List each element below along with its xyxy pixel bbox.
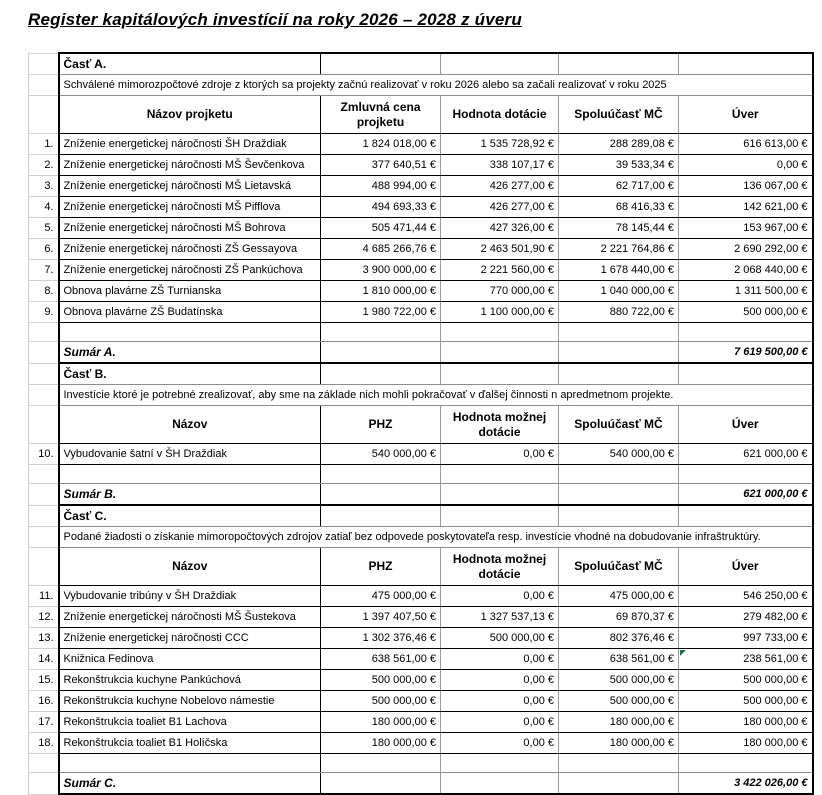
column-header: Úver <box>679 406 813 444</box>
section-description: Schválené mimorozpočtové zdroje z ktorých sa projekty začnú realizovať v roku 2026 alebo sa začali realizovať v roku 2025 <box>59 75 813 96</box>
empty-cell <box>441 342 559 364</box>
value-cell: 2 068 440,00 € <box>679 260 813 281</box>
value-cell: 180 000,00 € <box>679 733 813 754</box>
spacer-row <box>29 465 813 484</box>
row-number-gutter <box>29 465 59 484</box>
value-cell: 136 067,00 € <box>679 176 813 197</box>
project-name-cell: Vybudovanie tribúny v ŠH Draždiak <box>59 586 321 607</box>
value-cell: 69 870,37 € <box>559 607 679 628</box>
table-row <box>29 281 813 302</box>
value-cell: 494 693,33 € <box>321 197 441 218</box>
value-cell: 1 824 018,00 € <box>321 134 441 155</box>
column-header: Zmluvná cena projketu <box>321 96 441 134</box>
column-header: Názov <box>59 548 321 586</box>
section-part-row <box>29 53 813 75</box>
section-part-row <box>29 363 813 385</box>
empty-cell <box>321 323 441 342</box>
value-cell: 880 722,00 € <box>559 302 679 323</box>
column-header: Názov projketu <box>59 96 321 134</box>
value-cell: 540 000,00 € <box>559 444 679 465</box>
row-number: 18. <box>29 733 59 754</box>
table-row <box>29 134 813 155</box>
summary-row <box>29 484 813 506</box>
empty-cell <box>679 323 813 342</box>
empty-cell <box>559 323 679 342</box>
value-cell: 0,00 € <box>441 586 559 607</box>
summary-value: 3 422 026,00 € <box>679 773 813 795</box>
value-cell: 505 471,44 € <box>321 218 441 239</box>
value-cell: 638 561,00 € <box>559 649 679 670</box>
value-cell: 3 900 000,00 € <box>321 260 441 281</box>
row-number-gutter <box>29 342 59 364</box>
row-number-gutter <box>29 754 59 773</box>
project-name-cell: Zníženie energetickej náročnosti ŠH Draždiak <box>59 134 321 155</box>
column-header-row <box>29 406 813 444</box>
table-row <box>29 712 813 733</box>
value-cell: 180 000,00 € <box>559 733 679 754</box>
column-header: PHZ <box>321 548 441 586</box>
value-cell: 2 463 501,90 € <box>441 239 559 260</box>
table-row <box>29 197 813 218</box>
project-name-cell: Zníženie energetickej náročnosti CCC <box>59 628 321 649</box>
value-cell: 540 000,00 € <box>321 444 441 465</box>
empty-cell <box>679 754 813 773</box>
value-cell: 39 533,34 € <box>559 155 679 176</box>
empty-cell <box>559 363 679 385</box>
project-name-cell: Obnova plavárne ZŠ Turnianska <box>59 281 321 302</box>
column-header: Hodnota možnej dotácie <box>441 548 559 586</box>
value-cell: 546 250,00 € <box>679 586 813 607</box>
section-description-row <box>29 527 813 548</box>
table-row <box>29 670 813 691</box>
table-row <box>29 607 813 628</box>
row-number: 4. <box>29 197 59 218</box>
row-number-gutter <box>29 53 59 75</box>
value-cell: 616 613,00 € <box>679 134 813 155</box>
value-cell: 426 277,00 € <box>441 176 559 197</box>
project-name-cell: Obnova plavárne ZŠ Budatínska <box>59 302 321 323</box>
value-cell: 475 000,00 € <box>559 586 679 607</box>
table-row <box>29 733 813 754</box>
value-cell: 4 685 266,76 € <box>321 239 441 260</box>
row-number: 14. <box>29 649 59 670</box>
row-number-gutter <box>29 363 59 385</box>
value-cell: 2 221 764,86 € <box>559 239 679 260</box>
empty-cell <box>679 465 813 484</box>
value-cell: 153 967,00 € <box>679 218 813 239</box>
row-number: 6. <box>29 239 59 260</box>
value-cell: 0,00 € <box>679 155 813 176</box>
spacer-row <box>29 323 813 342</box>
project-name-cell: Zníženie energetickej náročnosti ZŠ Pankúchova <box>59 260 321 281</box>
page-title: Register kapitálových investícií na roky 2026 – 2028 z úveru <box>28 10 522 29</box>
row-number: 9. <box>29 302 59 323</box>
empty-cell <box>559 342 679 364</box>
row-number: 1. <box>29 134 59 155</box>
project-name-cell: Rekonštrukcia toaliet B1 Lachova <box>59 712 321 733</box>
value-cell: 500 000,00 € <box>679 691 813 712</box>
column-header: Spoluúčasť MČ <box>559 548 679 586</box>
value-cell: 180 000,00 € <box>679 712 813 733</box>
value-cell: 500 000,00 € <box>559 670 679 691</box>
cell-comment-marker-icon <box>680 650 686 656</box>
row-number: 8. <box>29 281 59 302</box>
empty-cell <box>321 754 441 773</box>
project-name-cell: Zníženie energetickej náročnosti MŠ Pifflova <box>59 197 321 218</box>
row-number: 16. <box>29 691 59 712</box>
column-header: Hodnota možnej dotácie <box>441 406 559 444</box>
empty-cell <box>559 505 679 527</box>
summary-value: 7 619 500,00 € <box>679 342 813 364</box>
empty-cell <box>321 342 441 364</box>
value-cell: 180 000,00 € <box>559 712 679 733</box>
row-number: 17. <box>29 712 59 733</box>
value-cell: 621 000,00 € <box>679 444 813 465</box>
empty-cell <box>559 53 679 75</box>
value-cell: 2 690 292,00 € <box>679 239 813 260</box>
row-number: 3. <box>29 176 59 197</box>
empty-cell <box>321 484 441 506</box>
project-name-cell: Zníženie energetickej náročnosti MŠ Ševčenkova <box>59 155 321 176</box>
project-name-cell: Zníženie energetickej náročnosti MŠ Bohrova <box>59 218 321 239</box>
empty-cell <box>59 754 321 773</box>
row-number-gutter <box>29 75 59 96</box>
column-header: Úver <box>679 96 813 134</box>
register-table <box>28 52 814 795</box>
value-cell: 500 000,00 € <box>559 691 679 712</box>
row-number-gutter <box>29 484 59 506</box>
row-number-gutter <box>29 505 59 527</box>
empty-cell <box>59 323 321 342</box>
empty-cell <box>441 363 559 385</box>
value-cell: 0,00 € <box>441 444 559 465</box>
value-cell: 500 000,00 € <box>321 670 441 691</box>
value-cell: 426 277,00 € <box>441 197 559 218</box>
row-number-gutter <box>29 323 59 342</box>
value-cell: 427 326,00 € <box>441 218 559 239</box>
empty-cell <box>441 773 559 795</box>
value-cell: 770 000,00 € <box>441 281 559 302</box>
value-cell: 1 397 407,50 € <box>321 607 441 628</box>
empty-cell <box>559 484 679 506</box>
table-row <box>29 649 813 670</box>
value-cell: 0,00 € <box>441 733 559 754</box>
value-cell: 0,00 € <box>441 670 559 691</box>
section-part-label: Časť B. <box>59 363 321 385</box>
value-cell: 1 678 440,00 € <box>559 260 679 281</box>
section-description: Investície ktoré je potrebné zrealizovať, aby sme na základe nich mohli pokračovať v ďalšej činnosti n apredmetnom projekte. <box>59 385 813 406</box>
summary-label: Sumár C. <box>59 773 321 795</box>
value-cell: 1 302 376,46 € <box>321 628 441 649</box>
summary-row <box>29 342 813 364</box>
register-table-body <box>29 53 813 794</box>
column-header: Úver <box>679 548 813 586</box>
table-row <box>29 444 813 465</box>
column-header: Spoluúčasť MČ <box>559 96 679 134</box>
empty-cell <box>441 754 559 773</box>
value-cell: 377 640,51 € <box>321 155 441 176</box>
empty-cell <box>441 323 559 342</box>
value-cell: 1 535 728,92 € <box>441 134 559 155</box>
value-cell: 1 100 000,00 € <box>441 302 559 323</box>
empty-cell <box>321 505 441 527</box>
empty-cell <box>321 363 441 385</box>
row-number-gutter <box>29 548 59 586</box>
table-row <box>29 586 813 607</box>
empty-cell <box>321 53 441 75</box>
row-number: 10. <box>29 444 59 465</box>
column-header: Spoluúčasť MČ <box>559 406 679 444</box>
value-cell: 0,00 € <box>441 712 559 733</box>
value-cell: 2 221 560,00 € <box>441 260 559 281</box>
table-row <box>29 691 813 712</box>
project-name-cell: Rekonštrukcia kuchyne Pankúchová <box>59 670 321 691</box>
value-cell: 500 000,00 € <box>321 691 441 712</box>
table-row <box>29 218 813 239</box>
column-header: PHZ <box>321 406 441 444</box>
project-name-cell: Vybudovanie šatní v ŠH Draždiak <box>59 444 321 465</box>
table-row <box>29 239 813 260</box>
row-number: 7. <box>29 260 59 281</box>
value-cell: 180 000,00 € <box>321 733 441 754</box>
column-header-row <box>29 548 813 586</box>
row-number: 13. <box>29 628 59 649</box>
table-row <box>29 302 813 323</box>
value-cell: 1 980 722,00 € <box>321 302 441 323</box>
empty-cell <box>679 505 813 527</box>
row-number: 11. <box>29 586 59 607</box>
row-number-gutter <box>29 385 59 406</box>
empty-cell <box>59 465 321 484</box>
project-name-cell: Rekonštrukcia toaliet B1 Holíčska <box>59 733 321 754</box>
value-cell: 1 327 537,13 € <box>441 607 559 628</box>
table-row <box>29 260 813 281</box>
value-cell: 62 717,00 € <box>559 176 679 197</box>
value-cell: 338 107,17 € <box>441 155 559 176</box>
project-name-cell: Zníženie energetickej náročnosti MŠ Šustekova <box>59 607 321 628</box>
summary-row <box>29 773 813 795</box>
value-cell: 802 376,46 € <box>559 628 679 649</box>
value-cell: 238 561,00 € <box>679 649 813 670</box>
section-part-label: Časť C. <box>59 505 321 527</box>
empty-cell <box>441 465 559 484</box>
empty-cell <box>559 773 679 795</box>
empty-cell <box>441 53 559 75</box>
value-cell: 180 000,00 € <box>321 712 441 733</box>
value-cell: 500 000,00 € <box>679 302 813 323</box>
section-description-row <box>29 385 813 406</box>
empty-cell <box>441 484 559 506</box>
value-cell: 288 289,08 € <box>559 134 679 155</box>
section-description-row <box>29 75 813 96</box>
value-cell: 997 733,00 € <box>679 628 813 649</box>
value-cell: 0,00 € <box>441 691 559 712</box>
table-row <box>29 628 813 649</box>
row-number-gutter <box>29 773 59 795</box>
project-name-cell: Rekonštrukcia kuchyne Nobelovo námestie <box>59 691 321 712</box>
value-cell: 488 994,00 € <box>321 176 441 197</box>
empty-cell <box>679 363 813 385</box>
row-number: 12. <box>29 607 59 628</box>
table-row <box>29 176 813 197</box>
row-number-gutter <box>29 406 59 444</box>
value-cell: 0,00 € <box>441 649 559 670</box>
column-header: Názov <box>59 406 321 444</box>
value-cell: 500 000,00 € <box>441 628 559 649</box>
project-name-cell: Zníženie energetickej náročnosti MŠ Lietavská <box>59 176 321 197</box>
empty-cell <box>321 773 441 795</box>
empty-cell <box>321 465 441 484</box>
value-cell: 142 621,00 € <box>679 197 813 218</box>
empty-cell <box>559 465 679 484</box>
section-part-label: Časť A. <box>59 53 321 75</box>
summary-value: 621 000,00 € <box>679 484 813 506</box>
section-description: Podané žiadosti o získanie mimoropočtových zdrojov zatiaľ bez odpovede poskytovateľa resp. investície vhodné na dobudovanie infraštruktúry. <box>59 527 813 548</box>
value-cell: 475 000,00 € <box>321 586 441 607</box>
section-part-row <box>29 505 813 527</box>
value-cell: 1 810 000,00 € <box>321 281 441 302</box>
project-name-cell: Zníženie energetickej náročnosti ZŠ Gessayova <box>59 239 321 260</box>
row-number: 2. <box>29 155 59 176</box>
value-cell: 1 040 000,00 € <box>559 281 679 302</box>
value-cell: 638 561,00 € <box>321 649 441 670</box>
value-cell: 68 416,33 € <box>559 197 679 218</box>
table-row <box>29 155 813 176</box>
spacer-row <box>29 754 813 773</box>
value-cell: 500 000,00 € <box>679 670 813 691</box>
column-header: Hodnota dotácie <box>441 96 559 134</box>
value-cell: 279 482,00 € <box>679 607 813 628</box>
empty-cell <box>679 53 813 75</box>
project-name-cell: Knižnica Fedinova <box>59 649 321 670</box>
value-cell: 78 145,44 € <box>559 218 679 239</box>
column-header-row <box>29 96 813 134</box>
row-number: 5. <box>29 218 59 239</box>
empty-cell <box>441 505 559 527</box>
row-number: 15. <box>29 670 59 691</box>
value-cell: 1 311 500,00 € <box>679 281 813 302</box>
row-number-gutter <box>29 96 59 134</box>
row-number-gutter <box>29 527 59 548</box>
summary-label: Sumár B. <box>59 484 321 506</box>
summary-label: Sumár A. <box>59 342 321 364</box>
empty-cell <box>559 754 679 773</box>
